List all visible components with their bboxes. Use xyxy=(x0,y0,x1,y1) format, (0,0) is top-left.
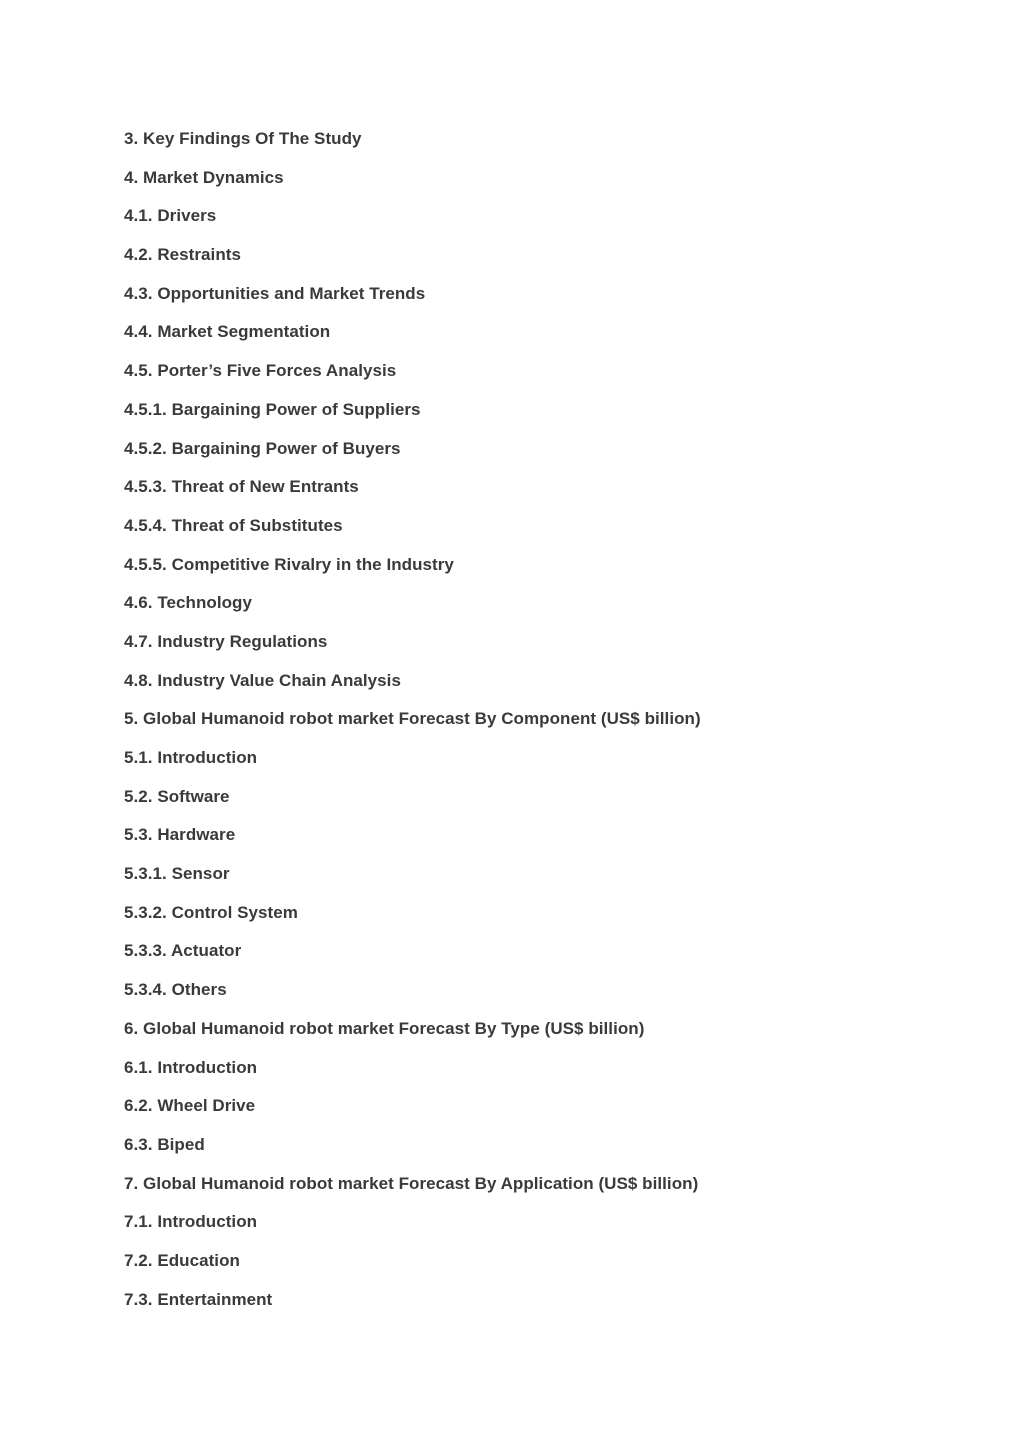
toc-item: 4.4. Market Segmentation xyxy=(124,322,331,342)
toc-item: 4.5.2. Bargaining Power of Buyers xyxy=(124,438,401,458)
toc-item: 5. Global Humanoid robot market Forecast By Component (US$ billion) xyxy=(124,709,701,729)
toc-item: 6.2. Wheel Drive xyxy=(124,1096,256,1116)
toc-item: 4.2. Restraints xyxy=(124,245,241,265)
toc-item: 7.3. Entertainment xyxy=(124,1289,273,1309)
toc-item: 3. Key Findings Of The Study xyxy=(124,129,362,148)
toc-item: 4.7. Industry Regulations xyxy=(124,631,328,651)
toc-item: 4.5.4. Threat of Substitutes xyxy=(124,515,343,535)
toc-item: 4.3. Opportunities and Market Trends xyxy=(124,283,426,303)
toc-item: 5.3.3. Actuator xyxy=(124,941,242,961)
toc-item: 4.5. Porter’s Five Forces Analysis xyxy=(124,361,397,381)
toc-item: 4.8. Industry Value Chain Analysis xyxy=(124,670,401,690)
toc-item: 6. Global Humanoid robot market Forecast By Type (US$ billion) xyxy=(124,1018,645,1038)
toc-item: 7.1. Introduction xyxy=(124,1212,258,1232)
toc-item: 4.6. Technology xyxy=(124,593,252,613)
toc-item: 7.2. Education xyxy=(124,1250,240,1270)
toc-item: 5.3.1. Sensor xyxy=(124,864,230,884)
toc-item: 6.3. Biped xyxy=(124,1134,205,1154)
table-of-contents xyxy=(124,128,701,1327)
toc-item: 4.1. Drivers xyxy=(124,206,217,226)
toc-item: 5.3.2. Control System xyxy=(124,902,298,922)
toc-item: 4.5.3. Threat of New Entrants xyxy=(124,477,359,497)
toc-item: 5.3.4. Others xyxy=(124,980,227,1000)
toc-item: 7. Global Humanoid robot market Forecast By Application (US$ billion) xyxy=(124,1173,699,1193)
toc-item: 4.5.5. Competitive Rivalry in the Industry xyxy=(124,554,454,574)
toc-item: 5.3. Hardware xyxy=(124,825,236,845)
toc-item: 5.2. Software xyxy=(124,786,230,806)
toc-item: 5.1. Introduction xyxy=(124,748,258,767)
toc-item: 4. Market Dynamics xyxy=(124,167,284,187)
toc-item: 6.1. Introduction xyxy=(124,1057,258,1077)
toc-item: 4.5.1. Bargaining Power of Suppliers xyxy=(124,399,421,419)
